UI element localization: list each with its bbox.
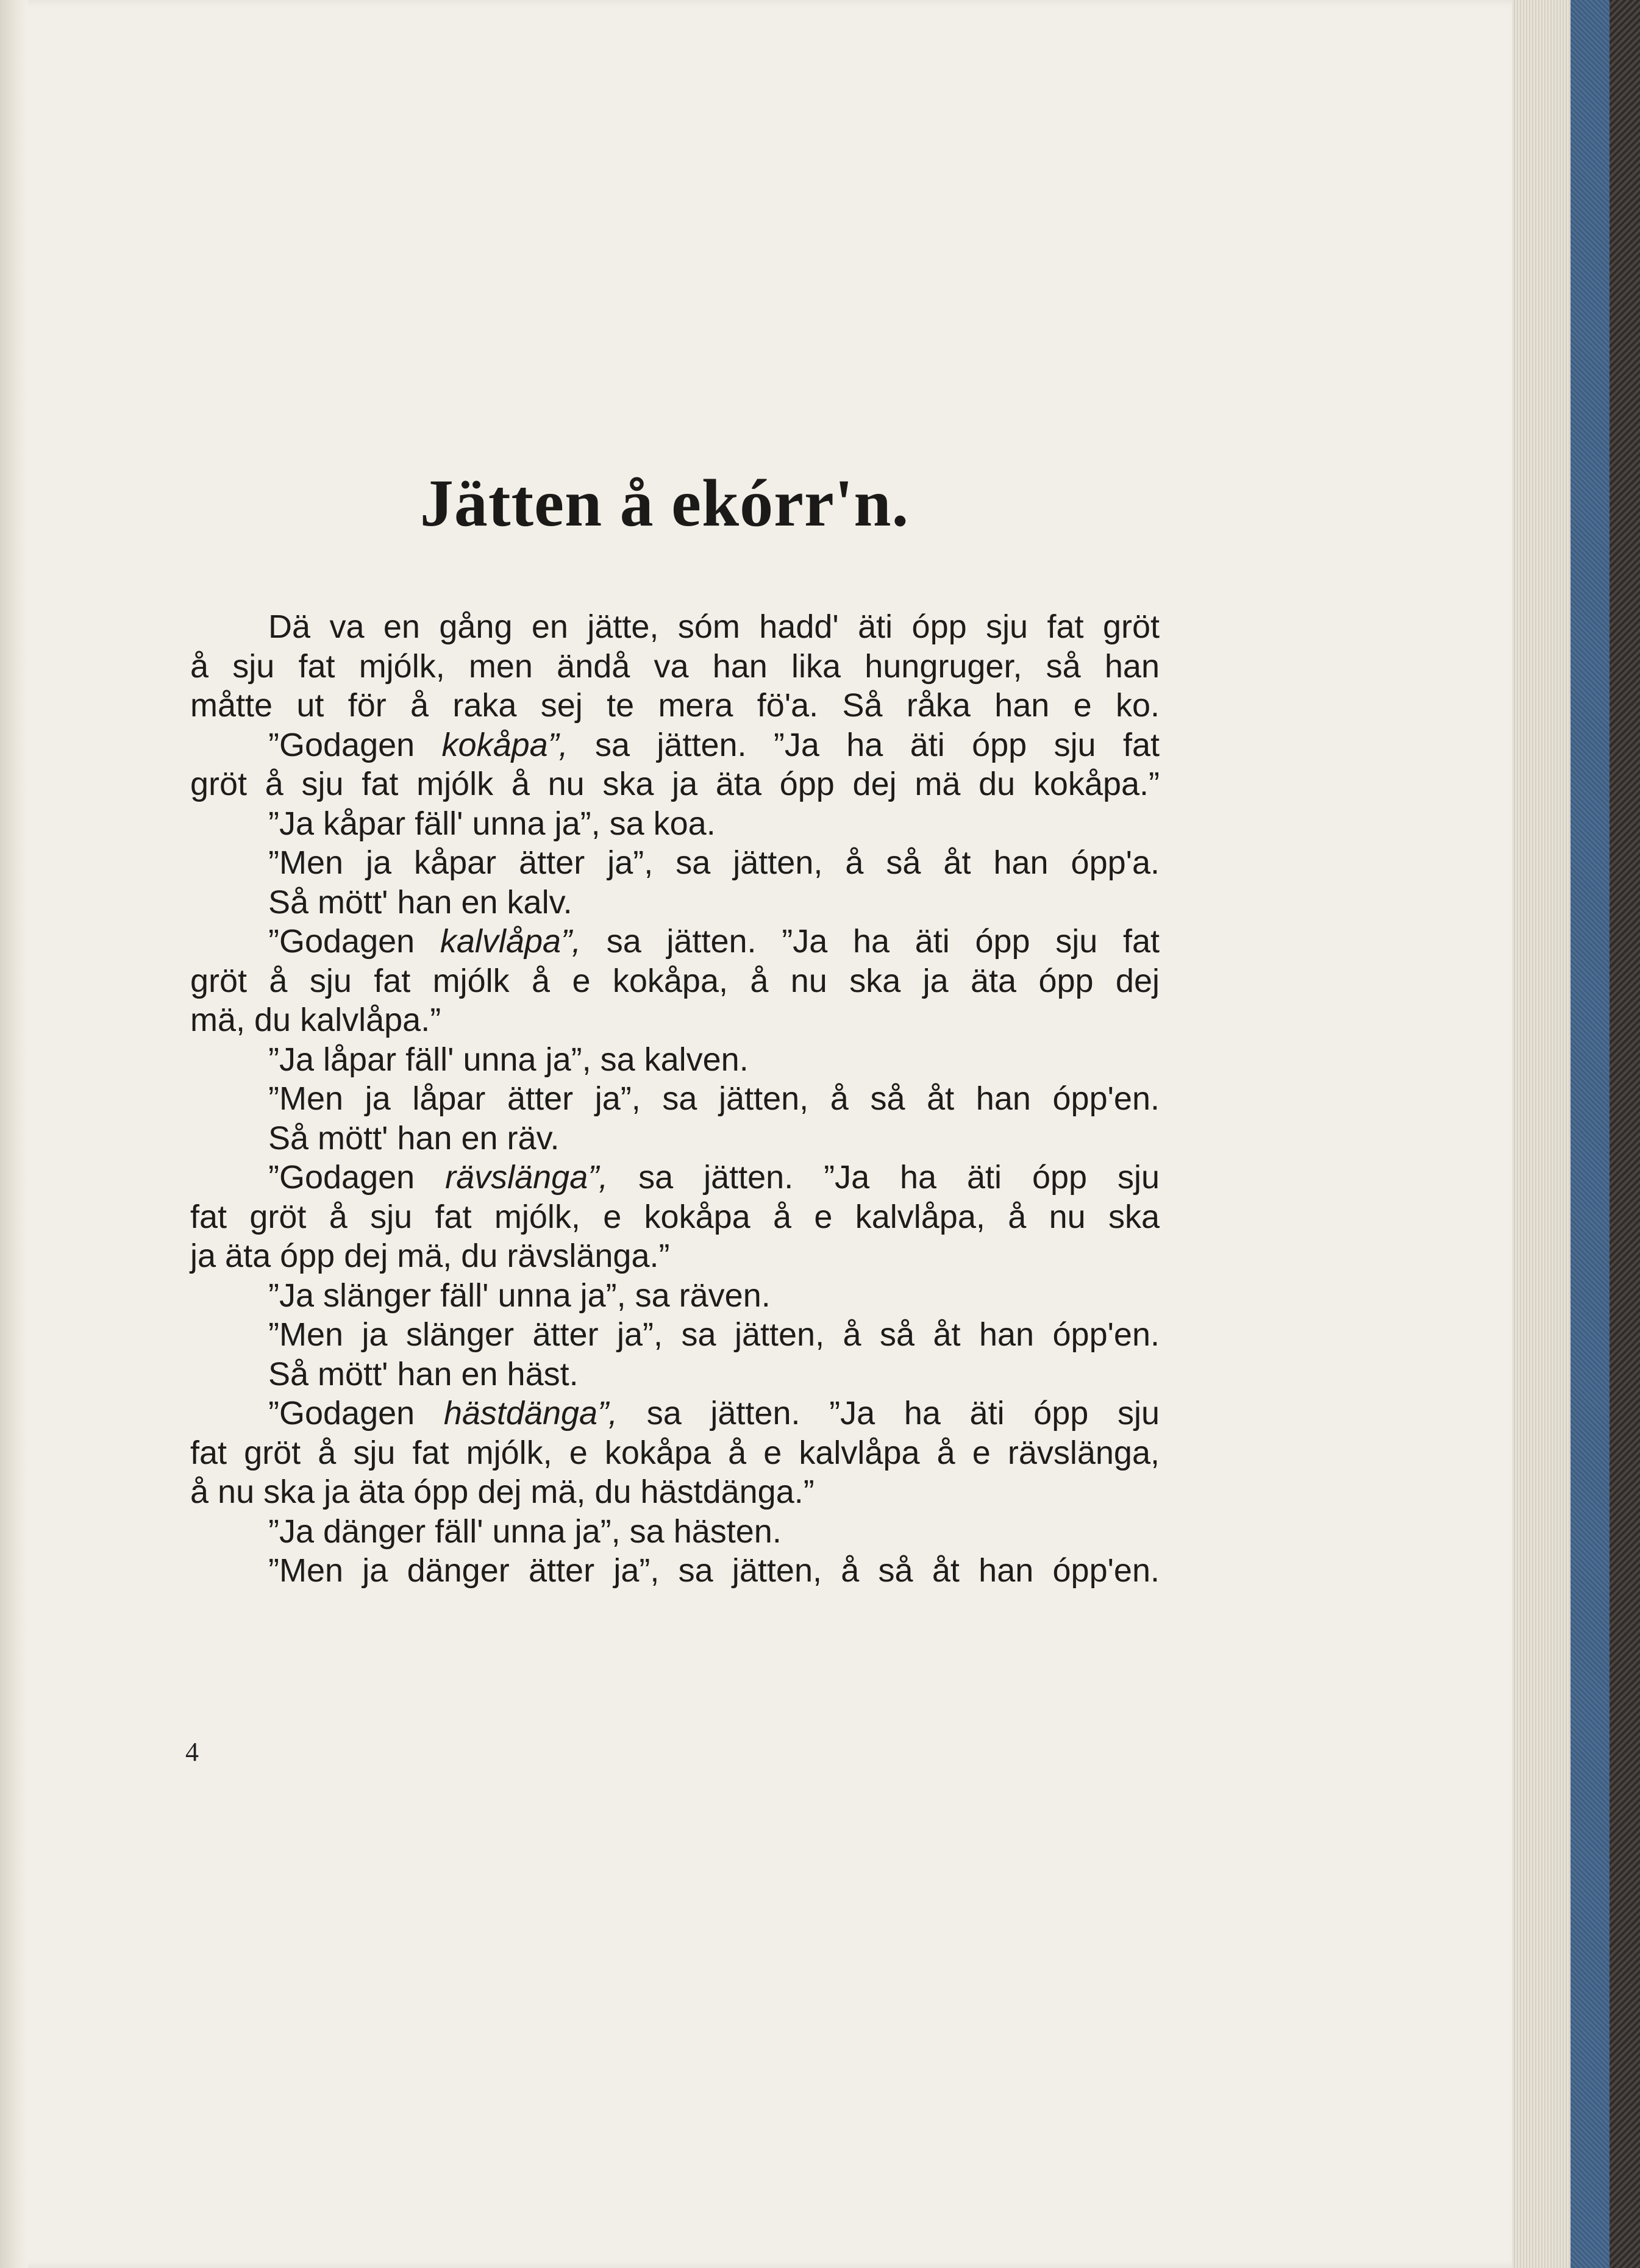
page-number: 4 bbox=[185, 1737, 199, 1767]
page-gutter bbox=[0, 0, 28, 2268]
text-line: ”Ja låpar fäll' unna ja”, sa kalven. bbox=[268, 1041, 749, 1078]
text-line: ”Men ja slänger ätter ja”, sa jätten, å så åt han ópp'en. bbox=[268, 1316, 1160, 1353]
text-line: gröt å sju fat mjólk å nu ska ja äta ópp dej mä du kokåpa.” bbox=[190, 766, 1160, 802]
text-line: ”Godagen kalvlåpa”, sa jätten. ”Ja ha äti ópp sju fat bbox=[268, 923, 1160, 960]
text-line: ”Ja kåpar fäll' unna ja”, sa koa. bbox=[268, 805, 716, 842]
text-line: Så mött' han en häst. bbox=[268, 1355, 579, 1393]
background-surface bbox=[1610, 0, 1640, 2268]
page-edges bbox=[1512, 0, 1570, 2268]
text-line: fat gröt å sju fat mjólk, e kokåpa å e kalvlåpa å e rävslänga, bbox=[190, 1434, 1160, 1471]
text-line: Så mött' han en kalv. bbox=[268, 883, 572, 921]
text-line: ”Godagen kokåpa”, sa jätten. ”Ja ha äti ópp sju fat bbox=[268, 726, 1160, 763]
text-line: å sju fat mjólk, men ändå va han lika hungruger, så han bbox=[190, 647, 1160, 685]
text-line: mä, du kalvlåpa.” bbox=[190, 1002, 441, 1038]
text-line: ”Godagen rävslänga”, sa jätten. ”Ja ha äti ópp sju bbox=[268, 1159, 1160, 1196]
text-line: måtte ut för å raka sej te mera fö'a. Så råka han e ko. bbox=[190, 687, 1160, 724]
text-line: fat gröt å sju fat mjólk, e kokåpa å e kalvlåpa, å nu ska bbox=[190, 1198, 1160, 1235]
text-line: Dä va en gång en jätte, sóm hadd' äti ópp sju fat gröt bbox=[268, 608, 1160, 645]
text-line: å nu ska ja äta ópp dej mä, du hästdänga.” bbox=[190, 1474, 815, 1510]
text-line: ja äta ópp dej mä, du rävslänga.” bbox=[190, 1238, 670, 1274]
book-cover bbox=[1570, 0, 1610, 2268]
text-line: gröt å sju fat mjólk å e kokåpa, å nu ska ja äta ópp dej bbox=[190, 962, 1160, 999]
text-line: ”Ja slänger fäll' unna ja”, sa räven. bbox=[268, 1277, 771, 1314]
text-line: ”Ja dänger fäll' unna ja”, sa hästen. bbox=[268, 1513, 782, 1550]
text-line: ”Men ja kåpar ätter ja”, sa jätten, å så åt han ópp'a. bbox=[268, 844, 1160, 881]
text-line: ”Men ja dänger ätter ja”, sa jätten, å så åt han ópp'en. bbox=[268, 1552, 1160, 1589]
story-text bbox=[190, 607, 1160, 1591]
story-title: Jätten å ekórr'n. bbox=[419, 466, 910, 540]
text-line: ”Men ja låpar ätter ja”, sa jätten, å så åt han ópp'en. bbox=[268, 1080, 1160, 1117]
text-line: ”Godagen hästdänga”, sa jätten. ”Ja ha äti ópp sju bbox=[268, 1395, 1160, 1432]
text-line: Så mött' han en räv. bbox=[268, 1119, 560, 1157]
